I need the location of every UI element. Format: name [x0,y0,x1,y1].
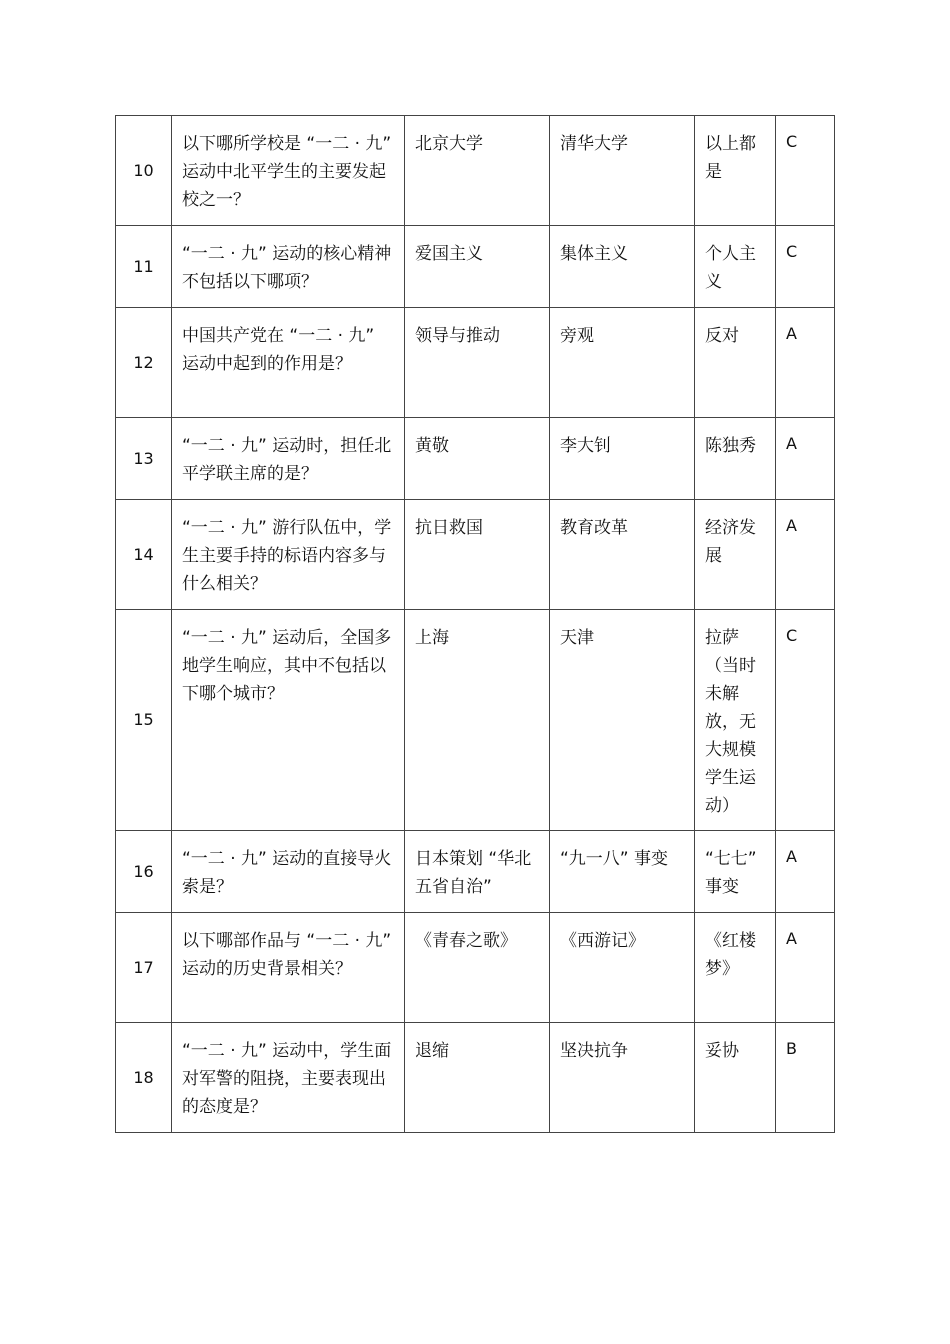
table-row [116,831,835,913]
question-text: 中国共产党在 “一二 · 九” 运动中起到的作用是？ [172,308,405,418]
correct-answer: A [776,913,835,1023]
option-c: 陈独秀 [695,418,776,500]
correct-answer: A [776,500,835,610]
question-number: 15 [116,610,172,831]
question-text: “一二 · 九” 运动中，学生面对军警的阻挠，主要表现出的态度是？ [172,1023,405,1133]
question-number: 13 [116,418,172,500]
option-a: 领导与推动 [405,308,550,418]
table-row [116,308,835,418]
option-a: 黄敬 [405,418,550,500]
option-c: 经济发展 [695,500,776,610]
option-a: 上海 [405,610,550,831]
question-number: 16 [116,831,172,913]
table-row [116,610,835,831]
correct-answer: C [776,610,835,831]
option-a: 《青春之歌》 [405,913,550,1023]
correct-answer: A [776,831,835,913]
correct-answer: B [776,1023,835,1133]
option-a: 北京大学 [405,116,550,226]
option-c: 妥协 [695,1023,776,1133]
question-number: 14 [116,500,172,610]
option-b: “九一八” 事变 [550,831,695,913]
correct-answer: C [776,116,835,226]
correct-answer: C [776,226,835,308]
question-number: 12 [116,308,172,418]
option-b: 天津 [550,610,695,831]
correct-answer: A [776,418,835,500]
question-text: “一二 · 九” 运动时，担任北平学联主席的是？ [172,418,405,500]
option-a: 抗日救国 [405,500,550,610]
option-a: 日本策划 “华北五省自治” [405,831,550,913]
table-row [116,1023,835,1133]
option-b: 清华大学 [550,116,695,226]
option-c: 《红楼梦》 [695,913,776,1023]
option-c: 反对 [695,308,776,418]
option-b: 李大钊 [550,418,695,500]
question-text: 以下哪所学校是 “一二 · 九” 运动中北平学生的主要发起校之一？ [172,116,405,226]
question-text: “一二 · 九” 运动的直接导火索是？ [172,831,405,913]
question-text: “一二 · 九” 运动后，全国多地学生响应，其中不包括以下哪个城市？ [172,610,405,831]
question-text: 以下哪部作品与 “一二 · 九” 运动的历史背景相关？ [172,913,405,1023]
option-c: 以上都是 [695,116,776,226]
option-b: 教育改革 [550,500,695,610]
question-text: “一二 · 九” 游行队伍中，学生主要手持的标语内容多与什么相关？ [172,500,405,610]
table-row [116,418,835,500]
table-row [116,116,835,226]
option-a: 爱国主义 [405,226,550,308]
question-text: “一二 · 九” 运动的核心精神不包括以下哪项？ [172,226,405,308]
option-b: 《西游记》 [550,913,695,1023]
question-number: 17 [116,913,172,1023]
question-number: 18 [116,1023,172,1133]
question-number: 10 [116,116,172,226]
option-c: “七七” 事变 [695,831,776,913]
question-number: 11 [116,226,172,308]
table-row [116,226,835,308]
table-row [116,913,835,1023]
option-c: 个人主义 [695,226,776,308]
option-b: 坚决抗争 [550,1023,695,1133]
option-b: 集体主义 [550,226,695,308]
option-b: 旁观 [550,308,695,418]
correct-answer: A [776,308,835,418]
option-a: 退缩 [405,1023,550,1133]
quiz-table [115,115,835,1133]
option-c: 拉萨（当时未解放，无大规模学生运动） [695,610,776,831]
table-row [116,500,835,610]
